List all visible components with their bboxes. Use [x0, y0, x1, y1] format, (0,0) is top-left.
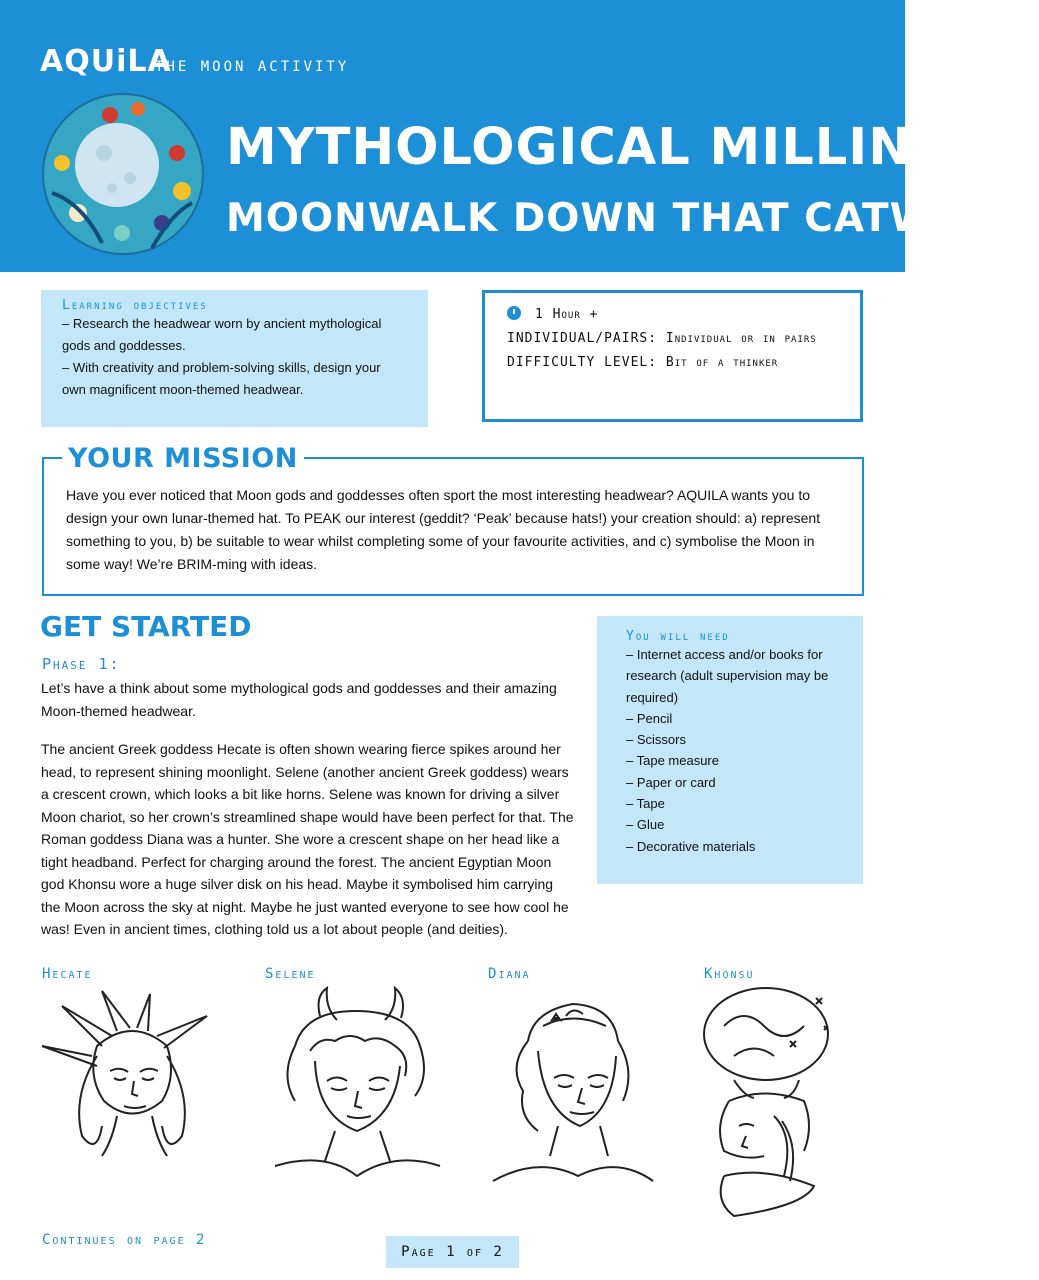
materials-item: – Glue	[626, 817, 665, 833]
difficulty-value: Bit of a thinker	[665, 355, 779, 370]
materials-item: – Tape measure	[626, 753, 719, 769]
learning-objectives-box	[41, 290, 428, 427]
figure-label: Diana	[488, 966, 531, 982]
difficulty-row	[507, 351, 838, 375]
moon-illustration-icon	[42, 93, 204, 255]
clock-icon	[507, 306, 521, 320]
materials-item: – Internet access and/or books for research (adult supervision may be required)	[626, 647, 829, 705]
individual-label: INDIVIDUAL/PAIRS:	[507, 331, 658, 346]
figure-label: Khonsu	[704, 966, 755, 982]
learning-objective-item: – Research the headwear worn by ancient mythological gods and goddesses.	[62, 316, 382, 353]
continues-note: Continues on page 2	[42, 1232, 207, 1248]
materials-item: – Tape	[626, 796, 665, 812]
figure-hecate	[42, 966, 93, 982]
mission-box	[42, 443, 864, 596]
brand-logo: AQUiLA	[40, 44, 172, 79]
main-title: MYTHOLOGICAL MILLINERY	[226, 118, 1024, 177]
time-value: 1 Hour +	[535, 307, 599, 322]
materials-item: – Paper or card	[626, 774, 716, 790]
learning-objective-item: – With creativity and problem-solving skills, design your own magnificent moon-themed headwear.	[62, 360, 381, 397]
get-started-heading: GET STARTED	[40, 610, 252, 643]
materials-item: – Decorative materials	[626, 838, 756, 854]
mythology-paragraph: The ancient Greek goddess Hecate is often shown wearing fierce spikes around her head, to represent shining moonlight. Selene (another ancient Greek goddess) wears a crescent crown, which looks a bit like horns. Selene was known for driving a silver Moon chariot, so her crown’s streamlined shape would have been perfect for that. The Roman goddess Diana was a hunter. She wore a crescent shape on her head like a tight headband. Perfect for charging around the forest. The ancient Egyptian Moon god Khonsu wore a huge silver disk on his head. Maybe it symbolised him carrying the Moon across the sky at night. Maybe he just wanted everyone to see how cool he was! Even in ancient times, clothing told us a lot about people (and deities).	[41, 741, 574, 937]
brand-subtitle: THE MOON ACTIVITY	[155, 59, 350, 75]
header-banner	[0, 0, 1039, 272]
individual-row	[507, 327, 838, 351]
figure-diana	[488, 966, 531, 982]
materials-box	[597, 616, 863, 884]
intro-paragraph: Let’s have a think about some mythological gods and goddesses and their amazing Moon-themed headwear.	[41, 680, 557, 719]
main-subtitle: MOONWALK DOWN THAT CATWALK!	[226, 196, 1039, 241]
mission-heading: YOUR MISSION	[62, 443, 304, 474]
materials-heading: You will need	[626, 629, 730, 644]
learning-objectives-heading: Learning objectives	[62, 298, 208, 313]
figure-khonsu	[704, 966, 755, 982]
khonsu-drawing-icon	[704, 986, 854, 1221]
mission-text: Have you ever noticed that Moon gods and goddesses often sport the most interesting headwear? AQUILA wants you to design your own lunar-themed hat. To PEAK our interest (geddit? ‘Peak’ because hats!) your creation should: a) represent something to you, b) be suitable to wear whilst completing some of your favourite activities, and c) symbolise the Moon in some way! We’re BRIM-ming with ideas.	[66, 487, 821, 572]
materials-item: – Scissors	[626, 732, 686, 748]
figure-selene	[265, 966, 316, 982]
activity-info-box	[482, 290, 863, 422]
materials-item: – Pencil	[626, 710, 673, 726]
phase-heading: Phase 1:	[42, 655, 121, 673]
figure-label: Hecate	[42, 966, 93, 982]
hecate-drawing-icon	[42, 986, 222, 1161]
page-number-badge: Page 1 of 2	[386, 1236, 519, 1268]
figure-label: Selene	[265, 966, 316, 982]
individual-value: Individual or in pairs	[665, 331, 817, 346]
selene-drawing-icon	[265, 986, 445, 1186]
diana-drawing-icon	[488, 986, 658, 1186]
time-row	[507, 303, 838, 327]
difficulty-label: DIFFICULTY LEVEL:	[507, 355, 658, 370]
